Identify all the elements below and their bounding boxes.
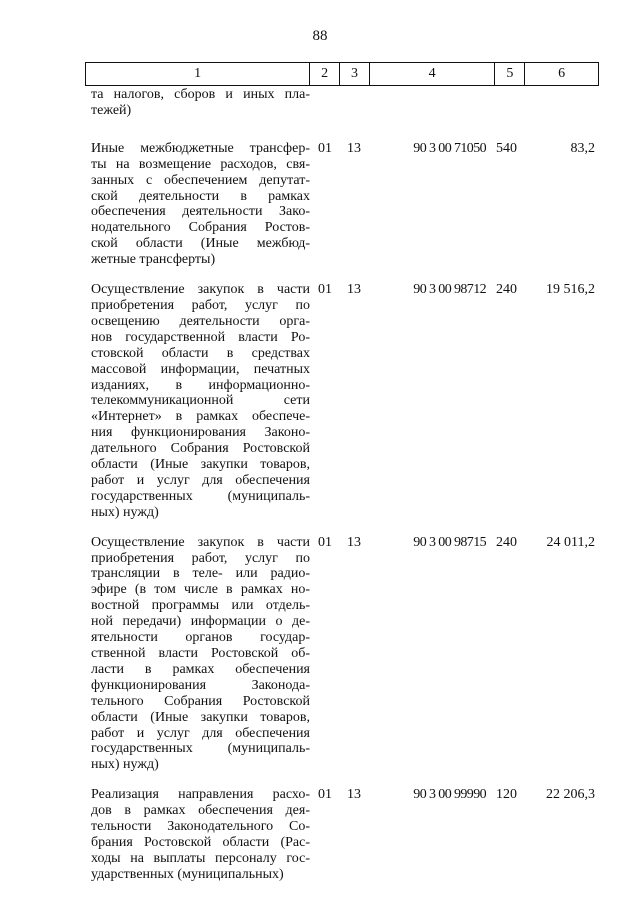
text-line: ственной власти Ростовской об- — [91, 646, 310, 661]
text-line: ния функционирования Законо- — [91, 425, 310, 441]
text-line: ской области (Иные межбюд- — [91, 236, 310, 252]
text-line: Осуществление закупок в части — [91, 282, 310, 298]
row-description — [85, 141, 310, 268]
continuation-row — [85, 87, 599, 119]
text-line: занных с обеспечением депутат- — [91, 172, 310, 188]
amount: 22 206,3 — [546, 787, 595, 803]
target-article-code: 90 3 00 98715 — [413, 534, 486, 550]
table-row — [85, 141, 599, 268]
target-article-code: 90 3 00 71050 — [413, 140, 486, 156]
text-line: изданиях, в информационно- — [91, 377, 310, 393]
text-line: работ и услуг для обеспечения — [91, 725, 310, 741]
text-line: стовской области в средствах — [91, 345, 310, 361]
table-row — [85, 535, 599, 774]
text-line: функционирования Законода- — [91, 677, 310, 693]
text-line: ной передачи) информации о де- — [91, 614, 310, 630]
text-line: трансляции в теле- или радио- — [91, 566, 310, 582]
subsection-code: 13 — [347, 787, 361, 803]
text-line: нодательного Собрания Ростов- — [91, 220, 310, 236]
text-line: нов государственной власти Ро- — [91, 329, 310, 345]
table-header-row — [85, 62, 599, 86]
text-line: освещению деятельности орга- — [91, 313, 310, 329]
row-description — [85, 535, 310, 774]
text-line: приобретения работ, услуг по — [91, 550, 310, 566]
column-header-1: 1 — [86, 63, 310, 85]
text-line: государственных (муниципаль- — [91, 488, 310, 504]
expense-type-code: 120 — [496, 787, 517, 803]
page-number: 88 — [312, 28, 328, 44]
expense-type-code: 240 — [496, 282, 517, 298]
column-header-2: 2 — [310, 63, 340, 85]
text-line: тельности Законодательного Со- — [91, 819, 310, 835]
column-header-3: 3 — [340, 63, 370, 85]
continuation-text — [85, 87, 310, 119]
subsection-code: 13 — [347, 140, 361, 156]
text-line: массовой информации, печатных — [91, 361, 310, 377]
row-description — [85, 282, 310, 521]
text-line: ласти в рамках обеспечения — [91, 661, 310, 677]
text-line: Иные межбюджетные трансфер- — [91, 140, 310, 156]
text-line: Реализация направления расхо- — [91, 787, 310, 803]
text-line: «Интернет» в рамках обеспече- — [91, 409, 310, 425]
amount: 19 516,2 — [546, 282, 595, 298]
expense-type-code: 240 — [496, 534, 517, 550]
text-line: ятельности органов государ- — [91, 630, 310, 646]
section-code: 01 — [318, 282, 332, 298]
table-row — [85, 787, 599, 882]
amount: 83,2 — [570, 140, 595, 156]
text-line: ных) нужд) — [91, 504, 159, 520]
section-code: 01 — [318, 787, 332, 803]
text-line: тежей) — [91, 102, 132, 118]
text-line: та налогов, сборов и иных пла- — [91, 87, 310, 102]
table-row — [85, 282, 599, 521]
text-line: ходы на выплаты персоналу гос- — [91, 850, 310, 866]
text-line: работ и услуг для обеспечения — [91, 472, 310, 488]
column-header-5: 5 — [495, 63, 525, 85]
text-line: ты на возмещение расходов, свя- — [91, 156, 310, 172]
row-description — [85, 787, 310, 882]
text-line: ударственных (муниципальных) — [91, 866, 284, 882]
expense-type-code: 540 — [496, 140, 517, 156]
text-line: брания Ростовской области (Рас- — [91, 834, 310, 850]
text-line: востной программы или отдель- — [91, 598, 310, 614]
text-line: государственных (муниципаль- — [91, 741, 310, 757]
text-line: дательного Собрания Ростовской — [91, 441, 310, 457]
text-line: эфире (в том числе в рамках но- — [91, 582, 310, 598]
text-line: области (Иные закупки товаров, — [91, 709, 310, 725]
target-article-code: 90 3 00 98712 — [413, 282, 486, 298]
subsection-code: 13 — [347, 282, 361, 298]
section-code: 01 — [318, 140, 332, 156]
text-line: Осуществление закупок в части — [91, 534, 310, 550]
text-line: жетные трансферты) — [91, 252, 216, 268]
text-line: ской деятельности в рамках — [91, 188, 310, 204]
amount: 24 011,2 — [546, 534, 595, 550]
section-code: 01 — [318, 534, 332, 550]
text-line: тельного Собрания Ростовской — [91, 693, 310, 709]
text-line: телекоммуникационной сети — [91, 393, 310, 409]
text-line: обеспечения деятельности Зако- — [91, 204, 310, 220]
text-line: приобретения работ, услуг по — [91, 297, 310, 313]
column-header-4: 4 — [370, 63, 496, 85]
text-line: ных) нужд) — [91, 757, 159, 773]
budget-table — [85, 62, 599, 883]
column-header-6: 6 — [558, 66, 566, 81]
target-article-code: 90 3 00 99990 — [413, 787, 486, 803]
text-line: области (Иные закупки товаров, — [91, 457, 310, 473]
text-line: дов в рамках обеспечения дея- — [91, 803, 310, 819]
subsection-code: 13 — [347, 534, 361, 550]
